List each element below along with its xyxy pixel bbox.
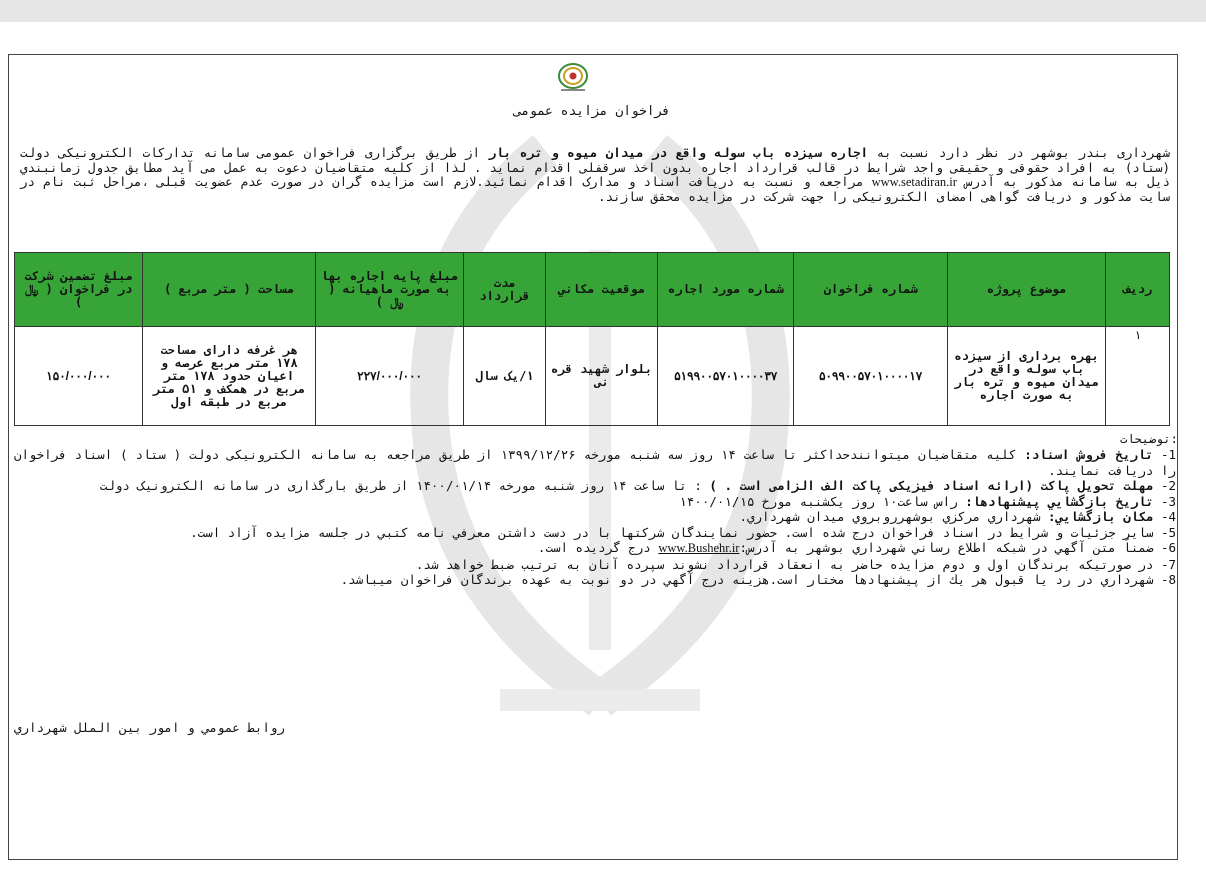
setad-url-link[interactable]: www.setadiran.ir: [871, 175, 957, 189]
cell-lease-number: ۵۱۹۹۰۰۵۷۰۱۰۰۰۰۳۷: [658, 327, 794, 426]
note-item: [14, 557, 1176, 573]
header-guarantee: مبلغ تضمین شرکت در فراخوان ( ﷼ ): [15, 253, 143, 327]
header-location: موقعیت مکاني: [546, 253, 658, 327]
intro-bold-subject: اجاره سیزده باب سوله واقع در میدان میوه و تره بار: [488, 145, 868, 160]
note-item: [14, 525, 1176, 541]
notes-label: توضیحات:: [1120, 432, 1178, 446]
note-heading: تاریخ فروش اسناد:: [1024, 447, 1153, 462]
header-lease-number: شماره مورد اجاره: [658, 253, 794, 327]
notes-list: [14, 447, 1176, 588]
note-text: شهرداري مرکزي بوشهرروبروي میدان شهرداري.: [739, 509, 1049, 524]
cell-base-price: ۲۲۷/۰۰۰/۰۰۰: [315, 327, 463, 426]
header-subject: موضوع پروژه: [947, 253, 1106, 327]
header-base-price: مبلغ پایه اجاره بها به صورت ماهیانه ( ﷼ ): [315, 253, 463, 327]
intro-text-3: مراجعه و نسبت به دریافت اسناد و مدارک اقدام نمائید.لازم است مزایده گران در صورت عدم عضویت قبلی ،مراحل ثبت نام در سایت مذکور و دریافت گواهی امضای الکترونیکی را جهت شرکت در مزایده محقق سازند.: [20, 174, 1170, 204]
cell-subject: بهره برداری از سیزده باب سوله واقع در میدان میوه و تره بار به صورت اجاره: [947, 327, 1106, 426]
note-item: [14, 447, 1176, 478]
note-number: 3-: [1160, 493, 1176, 509]
note-number: 4-: [1160, 509, 1176, 524]
note-item: [14, 494, 1176, 510]
cell-call-number: ۵۰۹۹۰۰۵۷۰۱۰۰۰۰۱۷: [794, 327, 947, 426]
note-number: 1-: [1160, 447, 1176, 462]
intro-text-1: شهرداری بندر بوشهر در نظر دارد نسبت به: [868, 145, 1170, 160]
cell-row-number: ۱: [1106, 327, 1170, 426]
note-number: 5-: [1160, 524, 1176, 540]
note-text: ضمناً متن آگهي در شبکه اطلاع رساني شهرداري بوشهر به آدرس:: [739, 540, 1154, 555]
note-heading: تاریخ بازگشايي پیشنهادها:: [965, 493, 1154, 509]
cell-area: هر غرفه دارای مساحت ۱۷۸ متر مربع عرصه و اعیان حدود ۱۷۸ متر مربع در همکف و ۵۱ متر مربع در طبقه اول: [143, 327, 316, 426]
note-item: [14, 509, 1176, 525]
note-heading: مهلت تحویل پاکت (ارائه اسناد فیزیکی پاکت الف الزامی است . ): [709, 478, 1154, 493]
cell-duration: ۱/یک سال: [464, 327, 546, 426]
intro-text-2: از طریق برگزاری فراخوان عمومی سامانه تدارکات الکترونیکی دولت (ستاد) به افراد حقوقی و حقیقی واجد شرایط در قالب قرارداد اجاره بدون اخذ سرقفلی اقدام نماید . لذا از کلیه متقاضیان دعوت به عمل می آید مطابق جدول زمانبندي ذیل به سامانه مذکور به آدرس: [20, 145, 1171, 189]
note-item: [14, 540, 1176, 557]
header-call-number: شماره فراخوان: [794, 253, 947, 327]
header-area: مساحت ( متر مربع ): [143, 253, 316, 327]
note-text: : تا ساعت ۱۴ روز شنبه مورخه ۱۴۰۰/۰۱/۱۴ از طریق بارگذاری در سامانه الکترونیک دولت: [99, 478, 710, 493]
note-text: شهرداري در رد يا قبول هر يك از پيشنهادها مختار است.هزينه درج آگهي در دو نوبت به عهده برندگان فراخوان ميباشد.: [340, 572, 1154, 587]
note-text: ساير جزئيات و شرايط در اسناد فراخوان درج شده است. حضور نمايندگان شرکتها با در دست داشتن معرفي نامه کتبي در جلسه مزایده آزاد است.: [190, 524, 1154, 540]
note-number: 6-: [1160, 540, 1176, 555]
intro-paragraph: [20, 146, 1170, 204]
bushehr-url-link[interactable]: www.Bushehr.ir: [658, 541, 740, 555]
page-title: فراخوان مزایده عمومی: [513, 104, 671, 119]
municipality-logo-icon: [553, 62, 593, 94]
note-number: 8-: [1160, 572, 1176, 587]
note-text: راس ساعت۱۰ روز یکشنبه مورخ ۱۴۰۰/۰۱/۱۵: [679, 493, 966, 509]
cell-guarantee: ۱۵۰/۰۰۰/۰۰۰: [15, 327, 143, 426]
note-text: در صورتیکه برندگان اول و دوم مزایده حاضر به انعقاد قرارداد نشوند سپرده آنان به ترتیب ضبط خواهد شد.: [415, 556, 1154, 572]
auction-table: [14, 252, 1170, 426]
note-text: درج گرديده است.: [537, 540, 659, 555]
note-number: 2-: [1160, 478, 1176, 493]
note-item: [14, 572, 1176, 588]
note-number: 7-: [1160, 556, 1176, 572]
header-row-number: ردیف: [1106, 253, 1170, 327]
table-header-row: [15, 253, 1170, 327]
cell-location: بلوار شهید قره نی: [546, 327, 658, 426]
note-text: کلیه متقاضیان میتوانندحداکثر تا ساعت ۱۴ روز سه شنبه مورخه ۱۳۹۹/۱۲/۲۶ از طریق مراجعه به سامانه الکترونیکی دولت ( ستاد ) اسناد فراخوان را دریافت نمایند.: [14, 447, 1176, 478]
note-heading: مکان بازگشايي:: [1048, 509, 1154, 524]
header-duration: مدت قرارداد: [464, 253, 546, 327]
signature: روابط عمومي و امور بين الملل شهرداري: [14, 720, 285, 735]
table-row: [15, 327, 1170, 426]
note-item: [14, 478, 1176, 494]
